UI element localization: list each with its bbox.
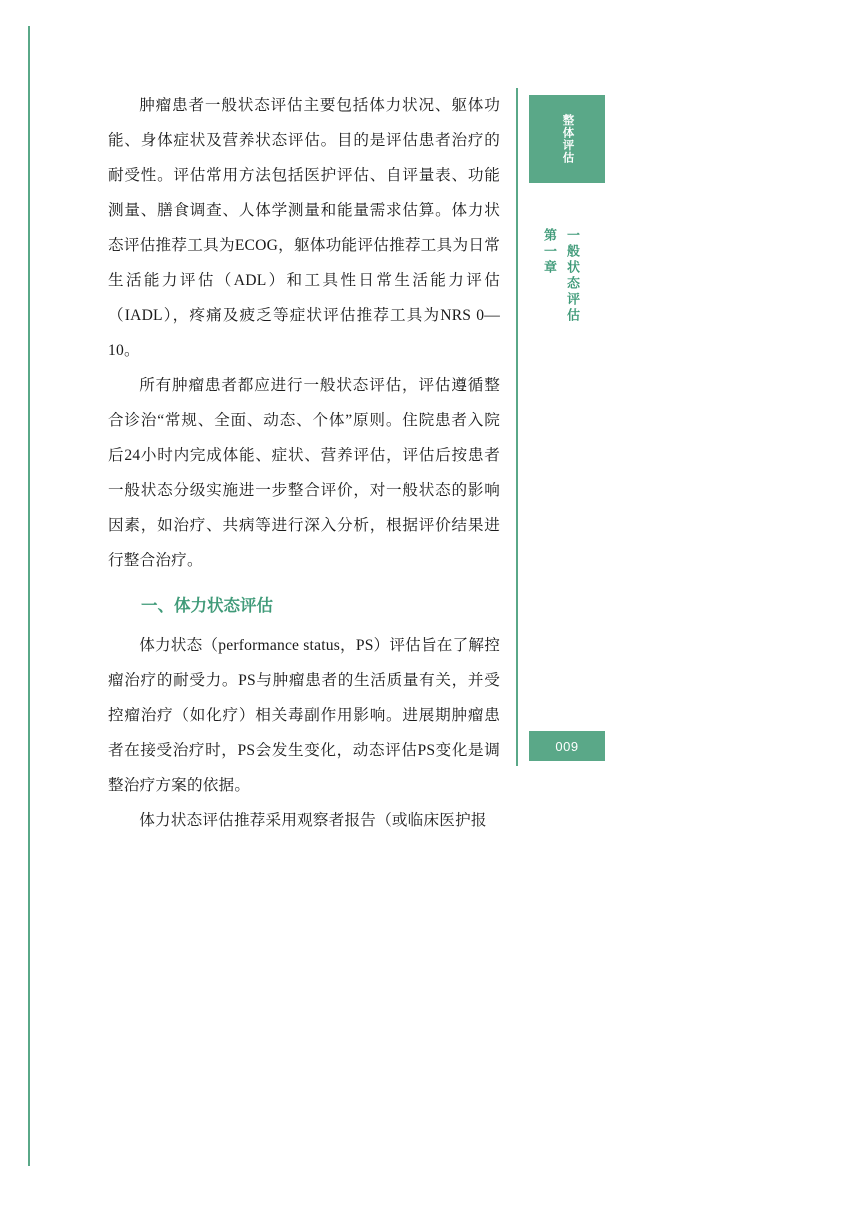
- section-tab-block: [529, 95, 605, 183]
- section-heading: 一、体力状态评估: [141, 597, 273, 615]
- left-margin-rule: [28, 26, 30, 1166]
- body-text-column: [108, 88, 500, 838]
- paragraph-2: 所有肿瘤患者都应进行一般状态评估，评估遵循整合诊治“常规、全面、动态、个体”原则。住院患者入院后24小时内完成体能、症状、营养评估，评估后按患者一般状态分级实施进一步整合评价，对一般状态的影响因素，如治疗、共病等进行深入分析，根据评价结果进行整合治疗。: [108, 377, 500, 569]
- column-divider-rule: [516, 88, 518, 766]
- paragraph-1: 肿瘤患者一般状态评估主要包括体力状况、躯体功能、身体症状及营养状态评估。目的是评估患者治疗的耐受性。评估常用方法包括医护评估、自评量表、功能测量、膳食调查、人体学测量和能量需求估算。体力状态评估推荐工具为ECOG，躯体功能评估推荐工具为日常生活能力评估（ADL）和工具性日常生活能力评估（IADL），疼痛及疲乏等症状评估推荐工具为NRS 0—10。: [108, 97, 500, 359]
- chapter-title-label: 一般状态评估: [565, 228, 580, 324]
- paragraph-3: 体力状态（performance status，PS）评估旨在了解控瘤治疗的耐受力。PS与肿瘤患者的生活质量有关，并受控瘤治疗（如化疗）相关毒副作用影响。进展期肿瘤患者在接受治疗时，PS会发生变化，动态评估PS变化是调整治疗方案的依据。: [108, 637, 500, 794]
- chapter-number-label: 第一章: [542, 228, 557, 276]
- paragraph-4: 体力状态评估推荐采用观察者报告（或临床医护报: [139, 812, 487, 829]
- section-tab-label: 整体评估: [561, 114, 574, 164]
- page-number-badge: 009: [529, 731, 605, 761]
